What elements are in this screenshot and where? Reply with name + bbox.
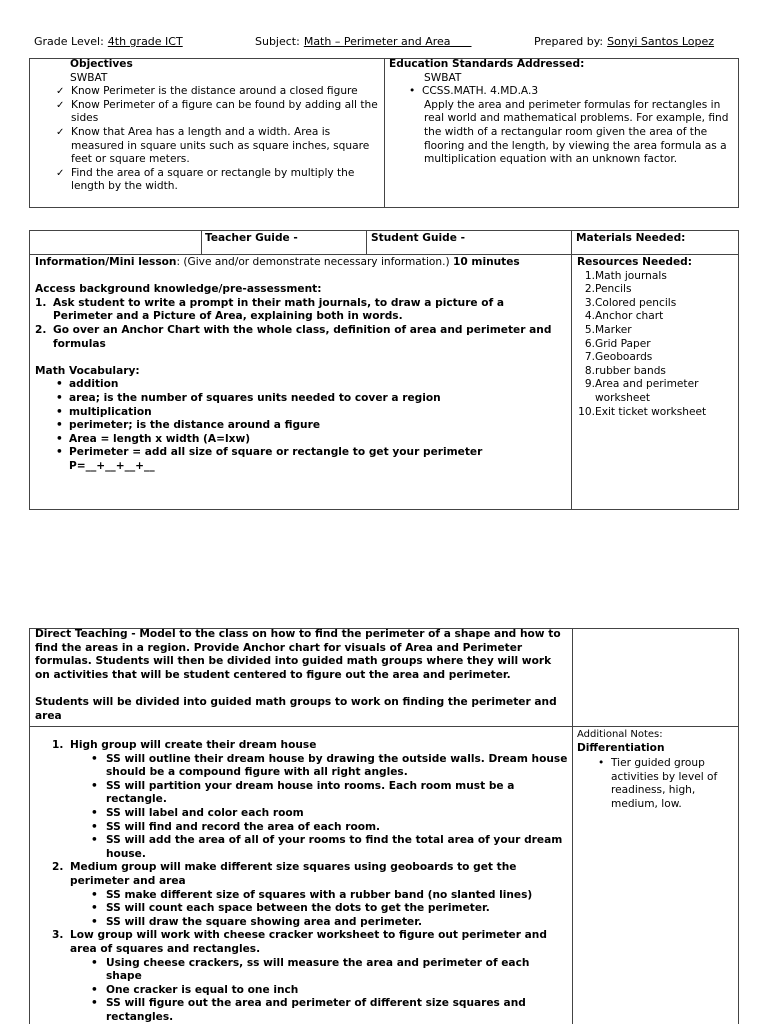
objectives-list (54, 85, 379, 194)
mini-lesson-line (35, 256, 567, 270)
student-guide-header: Student Guide - (371, 232, 466, 244)
standards-cell (389, 58, 734, 167)
task-item: • SS will draw the square showing area and perimeter. (88, 916, 568, 930)
task-item: • SS will partition your dream house into rooms. Each room must be a rectangle. (88, 780, 568, 807)
mini-lesson-time: 10 minutes (452, 256, 520, 268)
mini-lesson-text: : (Give and/or demonstrate necessary information.) (176, 256, 453, 268)
vocab-title: Math Vocabulary: (35, 364, 140, 377)
resources-title: Resources Needed: (577, 256, 692, 268)
differentiation-title: Differentiation (577, 741, 665, 754)
subject (255, 35, 472, 49)
grade-level-value: 4th grade ICT (107, 35, 183, 48)
direct-teaching-text: Direct Teaching - Model to the class on how to find the perimeter of a shape and how to find the areas in a region. Provide Anchor chart for visuals of Area and Perimeter formulas. Students will then be divided into guided math groups where they will work on activities that will be student centered to figure out the area and perimeter. (35, 628, 561, 681)
groups-intro: Students will be divided into guided math groups to work on finding the perimeter and area (35, 695, 557, 722)
task-item: • SS will outline their dream house by drawing the outside walls. Dream house should be a compound figure with all right angles. (88, 753, 568, 780)
resources-cell (577, 256, 735, 419)
access-list (35, 297, 567, 351)
resources-list (577, 270, 735, 420)
materials-header: Materials Needed: (576, 232, 686, 244)
resource-item: 7. Geoboards (584, 351, 653, 364)
groups-cell (52, 739, 568, 1024)
notes-cell (577, 728, 735, 812)
standards-list (406, 85, 734, 99)
vocab-list (53, 378, 523, 473)
prepared-by (534, 35, 714, 49)
subject-value: Math – Perimeter and Area (303, 35, 451, 48)
objective-item: ✓ Know Perimeter of a figure can be found by adding all the sides (54, 99, 379, 126)
access-item: 1. Ask student to write a prompt in their math journals, to draw a picture of a Perimeter and a Picture of Area, explaining both in words. (35, 296, 505, 323)
additional-notes-label: Additional Notes: (577, 729, 663, 740)
resource-item: 9. Area and perimeter worksheet (584, 378, 699, 404)
group-item-low: 3. Low group will work with cheese cracker worksheet to figure out perimeter and area of squares and rectangles. • Using cheese crackers, ss will measure the area and perimeter of each shape • One cracker is equal to one inch • SS will figure out the area and perimeter of different size squares and rectangles. (52, 929, 568, 1024)
low-group-tasks (88, 957, 568, 1024)
task-item: • SS will find and record the area of each room. (88, 821, 568, 835)
resource-item: 10. Exit ticket worksheet (578, 405, 707, 418)
high-group-tasks (88, 753, 568, 862)
task-item: • SS will count each space between the dots to get the perimeter. (88, 902, 568, 916)
task-item: • SS will figure out the area and perimeter of different size squares and rectangles. (88, 997, 568, 1024)
standards-title: Education Standards Addressed: (389, 58, 585, 70)
resource-item: 4. Anchor chart (584, 310, 664, 323)
resource-item: 1. Math journals (584, 269, 667, 282)
mini-lesson-cell (35, 256, 567, 474)
mini-lesson-title: Information/Mini lesson (35, 256, 177, 268)
resource-item: 5. Marker (584, 323, 632, 336)
differentiation-item: • Tier guided group activities by level of readiness, high, medium, low. (595, 757, 735, 811)
vocab-item: • area; is the number of squares units needed to cover a region (53, 392, 523, 406)
access-title: Access background knowledge/pre-assessment: (35, 283, 322, 296)
access-item: 2. Go over an Anchor Chart with the whole class, definition of area and perimeter and formulas (35, 323, 552, 350)
objective-item: ✓ Know that Area has a length and a width. Area is measured in square units such as square inches, square feet or square meters. (54, 126, 379, 167)
task-item: • Using cheese crackers, ss will measure the area and perimeter of each shape (88, 957, 568, 984)
standards-text: Apply the area and perimeter formulas for rectangles in real world and mathematical problems. For example, find the width of a rectangular room given the area of the flooring and the length, by viewing the area formula as a multiplication equation with an unknown factor. (424, 98, 729, 166)
groups-list (52, 739, 568, 1024)
objective-item: ✓ Know Perimeter is the distance around a closed figure (54, 85, 379, 99)
objectives-swbat: SWBAT (70, 71, 108, 84)
vocab-item: • Perimeter = add all size of square or rectangle to get your perimeter P=__+__+__+__ (53, 446, 493, 473)
prepared-by-value: Sonyi Santos Lopez (607, 35, 715, 48)
objective-item: ✓ Find the area of a square or rectangle by multiply the length by the width. (54, 167, 379, 194)
objectives-cell (54, 58, 379, 194)
task-item: • SS make different size of squares with a rubber band (no slanted lines) (88, 889, 568, 903)
vocab-item: • addition (53, 378, 523, 392)
vocab-item: • perimeter; is the distance around a figure (53, 419, 523, 433)
vocab-item: • Area = length x width (A=lxw) (53, 433, 523, 447)
objectives-title: Objectives (70, 58, 133, 70)
grade-level (34, 35, 183, 49)
direct-teaching-cell (35, 628, 568, 723)
resource-item: 2. Pencils (584, 283, 632, 296)
standards-swbat: SWBAT (424, 71, 462, 84)
task-item: • One cracker is equal to one inch (88, 984, 568, 998)
prepared-by-label: Prepared by: (534, 35, 604, 48)
differentiation-list (595, 757, 735, 811)
vocab-item: • multiplication (53, 406, 523, 420)
grade-level-label: Grade Level: (34, 35, 104, 48)
subject-label: Subject: (255, 35, 300, 48)
task-item: • SS will add the area of all of your rooms to find the total area of your dream house. (88, 834, 568, 861)
group-item-medium: 2. Medium group will make different size squares using geoboards to get the perimeter and area • SS make different size of squares with a rubber band (no slanted lines) • SS will count each space between the dots to get the perimeter. • SS will draw the square showing area and perimeter. (52, 861, 568, 929)
task-item: • SS will label and color each room (88, 807, 568, 821)
group-item-high: 1. High group will create their dream house • SS will outline their dream house by drawing the outside walls. Dream house should be a compound figure with all right angles. • SS will partition your dream house into rooms. Each room must be a rectangle. • SS will label and color each room • SS will find and record the area of each room. • SS will add the area of all of your rooms to find the total area of your dream house. (52, 739, 568, 861)
medium-group-tasks (88, 889, 568, 930)
resource-item: 6. Grid Paper (584, 337, 651, 350)
resource-item: 8. rubber bands (584, 364, 666, 377)
teacher-guide-header: Teacher Guide - (205, 232, 298, 244)
standard-code: • CCSS.MATH. 4.MD.A.3 (406, 85, 734, 99)
resource-item: 3. Colored pencils (584, 296, 677, 309)
